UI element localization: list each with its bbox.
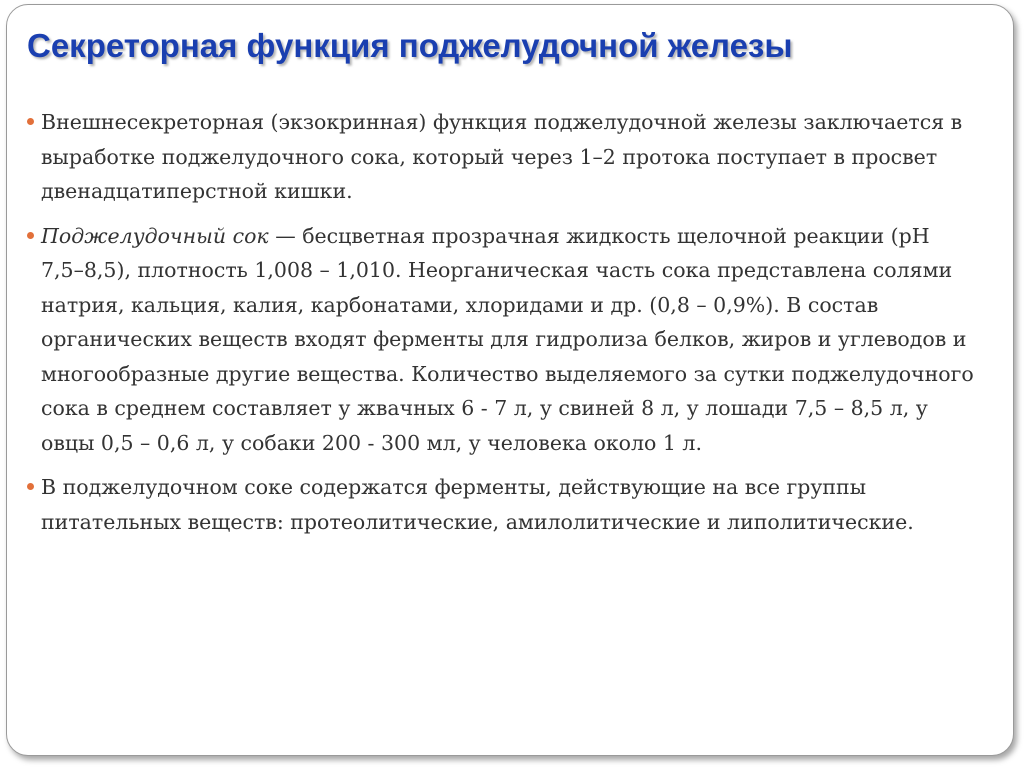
slide-frame [6,4,1014,756]
bullet-list [27,105,977,549]
bullet-body: — бесцветная прозрачная жидкость щелочной реакции (pH 7,5–8,5), плотность 1,008 – 1,010. Неорганическая часть сока представлена солями натрия, кальция, калия, карбонатами, хлоридами и др. (0,8 – 0,9%). В состав органических веществ входят ферменты для гидролиза белков, жиров и углеводов и многообразные другие вещества. Количество выделяемого за сутки поджелудочного сока в среднем составляет у жвачных 6 - 7 л, у свиней 8 л, у лошади 7,5 – 8,5 л, у овцы 0,5 – 0,6 л, у собаки 200 - 300 мл, у человека около 1 л. [41,223,974,455]
bullet-item-enzymes [27,470,977,539]
bullet-text: Внешнесекреторная (экзокринная) функция поджелудочной железы заключается в выработке поджелудочного сока, который через 1–2 протока поступает в просвет двенадцатиперстной кишки. [41,110,963,203]
bullet-item-pancreatic-juice [27,219,977,461]
bullet-dot-icon [27,483,34,490]
bullet-item-exocrine [27,105,977,209]
bullet-dot-icon [27,232,34,239]
bullet-dot-icon [27,118,34,125]
bullet-text: В поджелудочном соке содержатся ферменты, действующие на все группы питательных веществ: протеолитические, амилолитические и липолитические. [41,475,914,534]
bullet-text [41,219,977,461]
bullet-term: Поджелудочный сок [41,223,269,248]
slide-title: Секреторная функция поджелудочной железы [27,27,793,64]
